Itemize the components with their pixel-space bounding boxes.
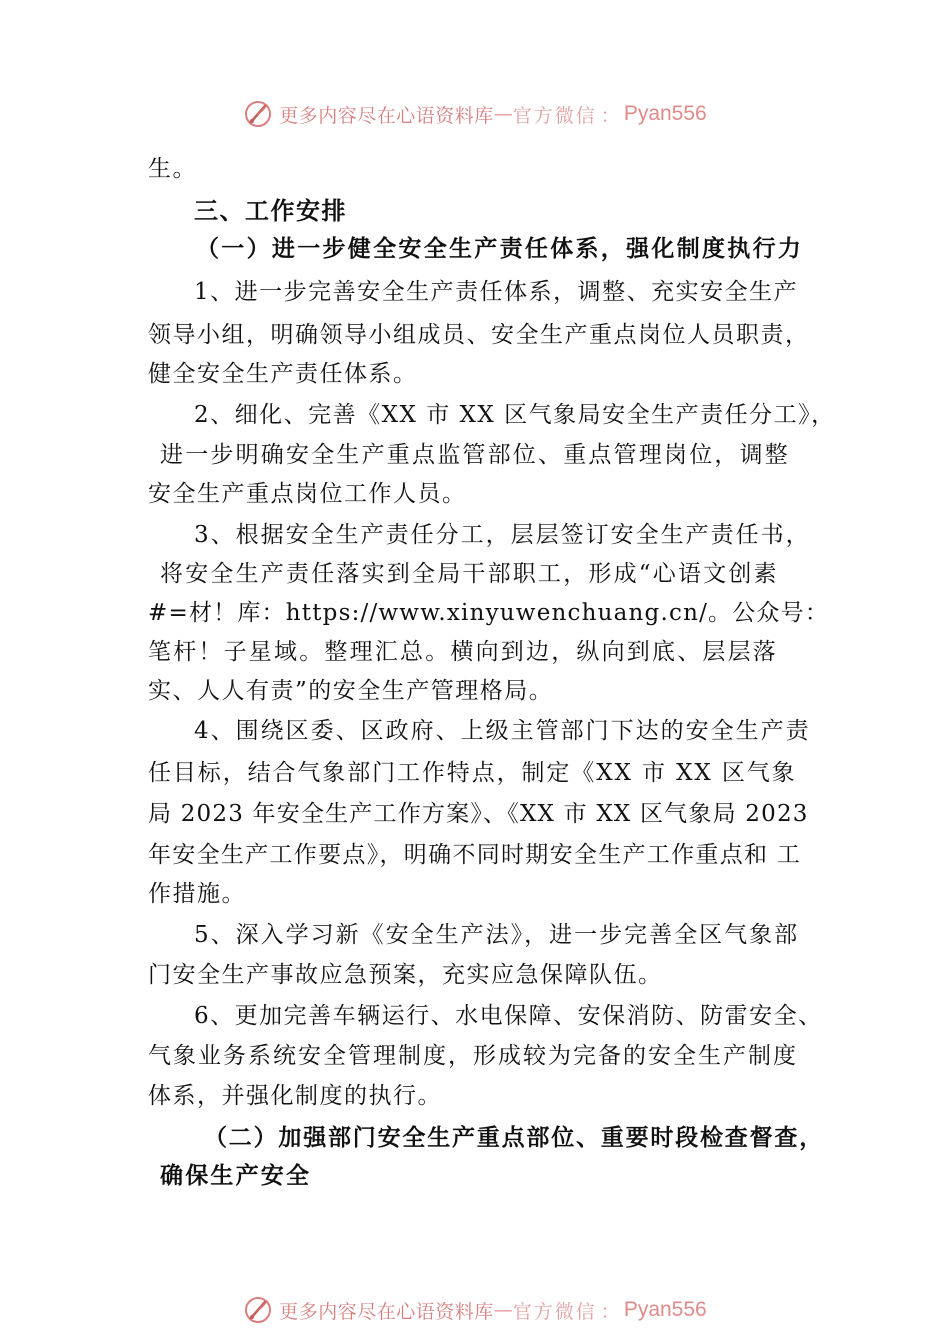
subsection-heading: 确保生产安全 [160, 1162, 312, 1189]
text-line: 领导小组，明确领导小组成员、安全生产重点岗位人员职责， [148, 322, 810, 348]
text-line: 笔杆！子星域。整理汇总。横向到边，纵向到底、层层落 [148, 639, 778, 665]
text-line: 生。 [148, 156, 197, 182]
text-line: #=材！库：https://www.xinyuwenchuang.cn/。公众号： [148, 600, 830, 626]
text-line: 进一步明确安全生产重点监管部位、重点管理岗位，调整 [160, 442, 790, 468]
watermark-left-text: 更多内容尽在心语资料库 [279, 1300, 494, 1323]
text-line: 6、更加完善车辆运行、水电保障、安保消防、防雷安全、 [194, 1003, 823, 1029]
watermark-header [0, 94, 950, 134]
section-heading: 三、工作安排 [194, 197, 347, 225]
text-line: 安全生产重点岗位工作人员。 [148, 481, 467, 507]
text-line: 将安全生产责任落实到全局干部职工，形成“心语文创素 [160, 561, 779, 587]
watermark-middle-text: 官方微信 [512, 104, 597, 127]
watermark-colon: ： [600, 104, 620, 127]
text-line: 实、人人有责”的安全生产管理格局。 [148, 678, 554, 704]
text-line: 2、细化、完善《XX 市 XX 区气象局安全生产责任分工》， [194, 402, 836, 428]
text-line: 体系，并强化制度的执行。 [148, 1083, 442, 1109]
watermark-account: Pyan556 [623, 102, 707, 125]
text-line: 任目标，结合气象部门工作特点，制定《XX 市 XX 区气象 [148, 760, 797, 786]
text-line: 健全安全生产责任体系。 [148, 361, 418, 387]
text-line: 5、深入学习新《安全生产法》，进一步完善全区气象部 [194, 922, 800, 948]
watermark-middle-text: 官方微信 [512, 1300, 597, 1323]
watermark-footer [0, 1290, 950, 1330]
text-line: 气象业务系统安全管理制度，形成较为完备的安全生产制度 [148, 1043, 798, 1069]
text-line: 年安全生产工作要点》，明确不同时期安全生产工作重点和 工 [148, 842, 802, 868]
text-line: 4、围绕区委、区政府、上级主管部门下达的安全生产责 [194, 718, 811, 744]
watermark-dash: — [493, 1299, 513, 1321]
watermark-left-text: 更多内容尽在心语资料库 [279, 104, 494, 127]
text-line: 作措施。 [148, 881, 246, 907]
text-line: 1、进一步完善安全生产责任体系，调整、充实安全生产 [194, 279, 799, 305]
feather-quill-icon [243, 99, 273, 129]
feather-quill-icon [243, 1295, 273, 1325]
watermark-dash: — [493, 103, 513, 125]
text-line: 局 2023 年安全生产工作方案》、《XX 市 XX 区气象局 2023 [148, 801, 809, 827]
text-line: 门安全生产事故应急预案，充实应急保障队伍。 [148, 962, 663, 988]
subsection-heading: （一）进一步健全安全生产责任体系，强化制度执行力 [196, 235, 804, 262]
subsection-heading: （二）加强部门安全生产重点部位、重要时段检查督查， [204, 1124, 824, 1151]
watermark-account: Pyan556 [623, 1298, 707, 1321]
text-line: 3、根据安全生产责任分工，层层签订安全生产责任书， [194, 522, 811, 548]
watermark-colon: ： [600, 1300, 620, 1323]
